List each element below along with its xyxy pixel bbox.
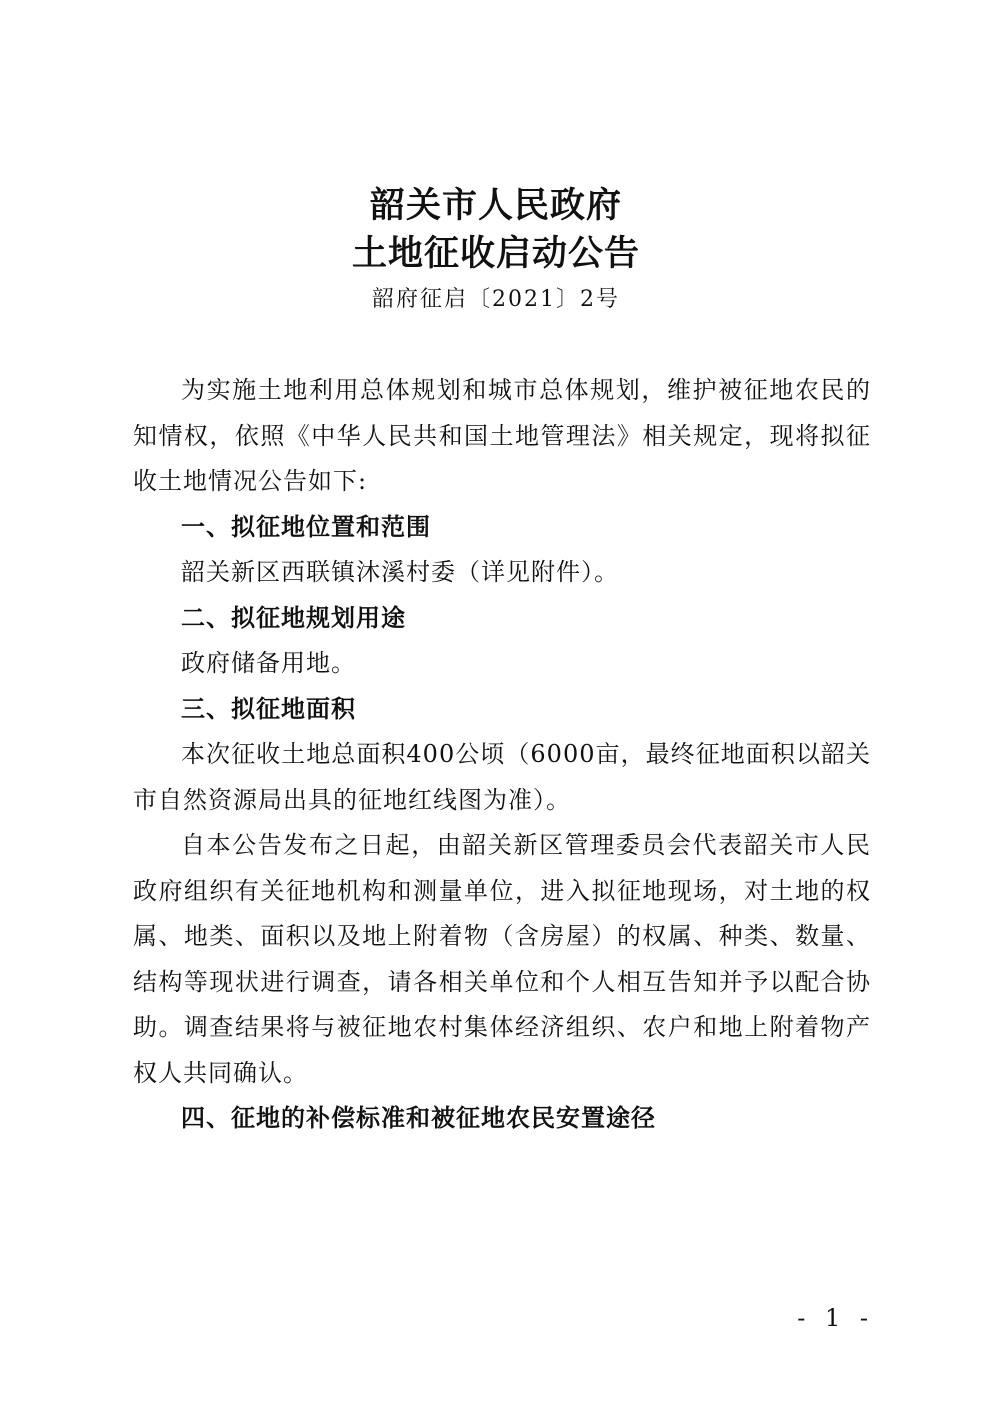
section-text-location: 韶关新区西联镇沐溪村委（详见附件）。 [181,558,619,586]
intro-paragraph: 为实施土地利用总体规划和城市总体规划，维护被征地农民的知情权，依照《中华人民共和国土地管理法》相关规定，现将拟征收土地情况公告如下: [133,376,871,495]
section-heading-usage: 二、拟征地规划用途 [181,603,406,632]
section-text-usage: 政府储备用地。 [181,649,356,677]
section-text-area: 本次征收土地总面积400公顷（6000亩，最终征地面积以韶关市自然资源局出具的征地红线图为准）。 [133,740,871,814]
document-body [133,368,871,1142]
document-number: 韶府征启〔2021〕2号 [372,287,620,312]
section-heading-compensation: 四、征地的补偿标准和被征地农民安置途径 [181,1104,656,1132]
page-number: - 1 - [797,1304,874,1332]
document-title-line1: 韶关市人民政府 [369,186,622,226]
section-heading-area: 三、拟征地面积 [181,694,356,723]
survey-paragraph: 自本公告发布之日起，由韶关新区管理委员会代表韶关市人民政府组织有关征地机构和测量单位，进入拟征地现场，对土地的权属、地类、面积以及地上附着物（含房屋）的权属、种类、数量、结构等现状进行调查，请各相关单位和个人相互告知并予以配合协助。调查结果将与被征地农村集体经济组织、农户和地上附着物产权人共同确认。 [133,831,871,1087]
section-heading-location: 一、拟征地位置和范围 [181,512,431,541]
document-title-line2: 土地征收启动公告 [351,234,640,274]
